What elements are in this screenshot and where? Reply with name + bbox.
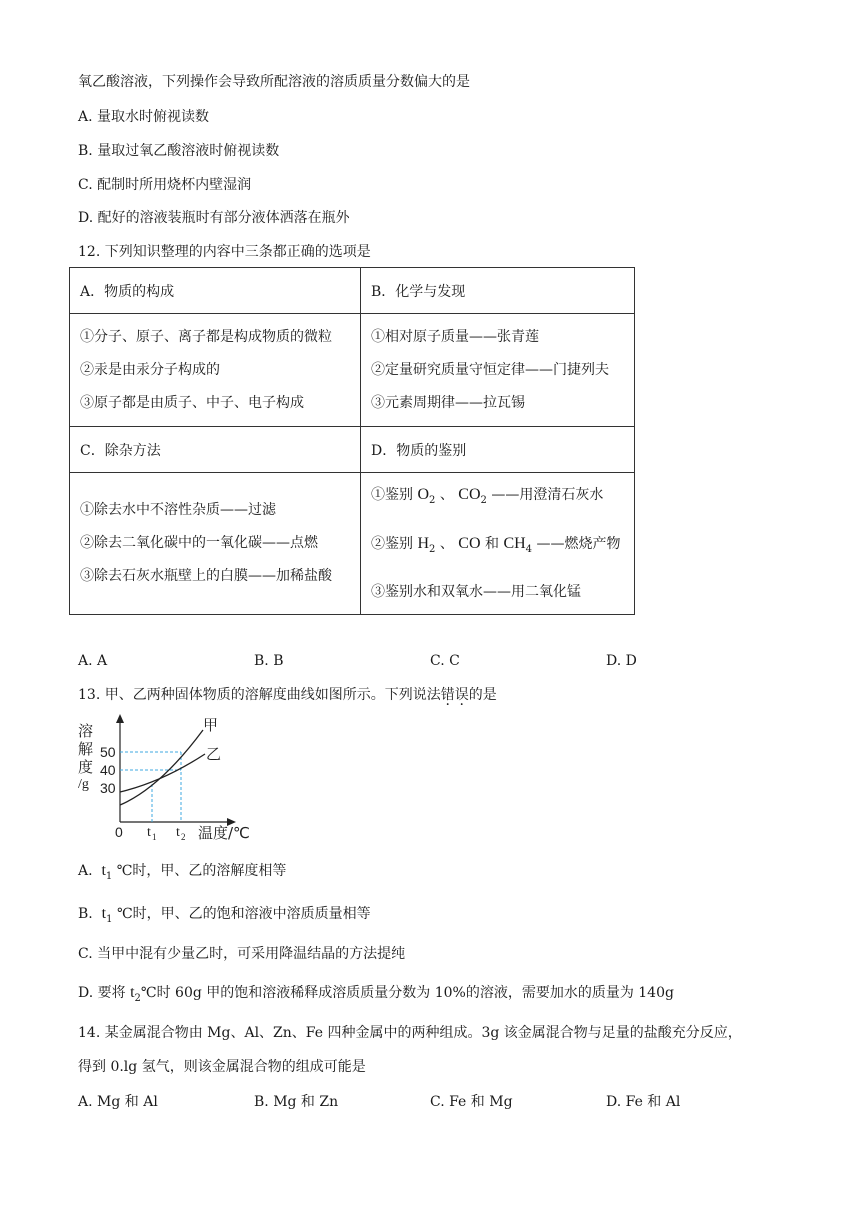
- cell-a-body: [70, 314, 361, 427]
- q12-options: [78, 651, 718, 671]
- q13-option-a: A. $t_1$ ℃时，甲、乙的溶解度相等: [78, 862, 287, 882]
- cell-a-title: A．物质的构成: [70, 268, 361, 314]
- q13-option-b: B. $t_1$ ℃时，甲、乙的饱和溶液中溶质质量相等: [78, 905, 371, 925]
- cell-b-title: B．化学与发现: [361, 268, 635, 314]
- x-tick-t1: t: [147, 825, 151, 840]
- cell-b-line: ①相对原子质量——张青莲: [371, 328, 539, 345]
- x-tick-t2: t: [176, 825, 180, 840]
- cell-a-line: ①分子、原子、离子都是构成物质的微粒: [80, 328, 332, 345]
- q11-option-a: A. 量取水时俯视读数: [78, 109, 210, 125]
- curve-yi-label: 乙: [206, 745, 222, 763]
- x-tick-t2-sub: 2: [181, 832, 186, 842]
- cell-d-line-3: ③鉴别水和双氧水——用二氧化锰: [371, 583, 581, 600]
- cell-b-line: ③元素周期律——拉瓦锡: [371, 394, 525, 411]
- q14-options: [78, 1092, 718, 1112]
- y-tick-30: 30: [100, 780, 116, 796]
- y-label-4: /g: [78, 777, 89, 792]
- q13-option-d: D. 要将 $t_2℃$时 60g 甲的饱和溶液稀释成溶质质量分数为 10%的溶液，需要加水的质量为 140g: [78, 984, 674, 1004]
- q12-option-b: B. B: [254, 653, 284, 669]
- q12-option-d: D. D: [606, 653, 637, 669]
- cell-d-title: D．物质的鉴别: [361, 427, 635, 473]
- cell-b-line: ②定量研究质量守恒定律——门捷列夫: [371, 361, 609, 378]
- knowledge-table: [69, 267, 635, 615]
- q11-option-b: B. 量取过氧乙酸溶液时俯视读数: [78, 143, 280, 159]
- y-tick-40: 40: [100, 762, 116, 778]
- y-label-1: 溶: [78, 722, 94, 740]
- q14-option-c: C. Fe 和 Mg: [430, 1094, 513, 1110]
- q14-option-b: B. Mg 和 Zn: [254, 1094, 339, 1110]
- q14-stem-line-1: 14. 某金属混合物由 Mg、Al、Zn、Fe 四种金属中的两种组成。3g 该金属混合物与足量的盐酸充分反应，: [78, 1025, 742, 1041]
- cell-c-line: ③除去石灰水瓶壁上的白膜——加稀盐酸: [80, 567, 332, 584]
- y-label-3: 度: [78, 758, 94, 776]
- x-label: 温度/℃: [198, 824, 250, 842]
- origin-label: 0: [115, 824, 123, 840]
- y-tick-50: 50: [100, 744, 116, 760]
- q13-option-c: C. 当甲中混有少量乙时，可采用降温结晶的方法提纯: [78, 946, 406, 962]
- y-axis-arrow: [116, 714, 124, 723]
- q14-option-a: A. Mg 和 Al: [78, 1094, 158, 1110]
- cell-c-body: [70, 473, 361, 615]
- q14-option-d: D. Fe 和 Al: [606, 1094, 681, 1110]
- cell-c-line: ②除去二氧化碳中的一氧化碳——点燃: [80, 534, 318, 551]
- y-label-2: 解: [78, 740, 94, 758]
- q11-stem-tail: 氧乙酸溶液，下列操作会导致所配溶液的溶质质量分数偏大的是: [78, 74, 470, 90]
- curve-yi: [120, 754, 205, 792]
- cell-b-body: [361, 314, 635, 427]
- cell-a-line: ③原子都是由质子、中子、电子构成: [80, 394, 304, 411]
- q12-option-c: C. C: [430, 653, 460, 669]
- q11-option-d: D. 配好的溶液装瓶时有部分液体洒落在瓶外: [78, 210, 350, 226]
- q14-stem-line-2: 得到 0.lg 氢气，则该金属混合物的组成可能是: [78, 1059, 366, 1075]
- curve-jia-label: 甲: [203, 716, 219, 734]
- q13-stem: 13. 甲、乙两种固体物质的溶解度曲线如图所示。下列说法错误的是: [78, 687, 497, 703]
- q12-stem: 12. 下列知识整理的内容中三条都正确的选项是: [78, 244, 371, 260]
- x-tick-t1-sub: 1: [152, 832, 157, 842]
- cell-a-line: ②汞是由汞分子构成的: [80, 361, 220, 378]
- solubility-graph: [72, 712, 272, 844]
- cell-d-line-1: ①鉴别 $O_2$ 、 $CO_2$ ——用澄清石灰水: [371, 486, 604, 506]
- q12-option-a: A. A: [78, 653, 108, 669]
- cell-c-title: C．除杂方法: [70, 427, 361, 473]
- cell-d-body: [361, 473, 635, 615]
- curve-jia: [120, 730, 203, 805]
- cell-c-line: ①除去水中不溶性杂质——过滤: [80, 501, 276, 518]
- cell-d-line-2: ②鉴别 $H_2$ 、 CO 和 $CH_4$ ——燃烧产物: [371, 534, 621, 555]
- q11-option-c: C. 配制时所用烧杯内壁湿润: [78, 177, 252, 193]
